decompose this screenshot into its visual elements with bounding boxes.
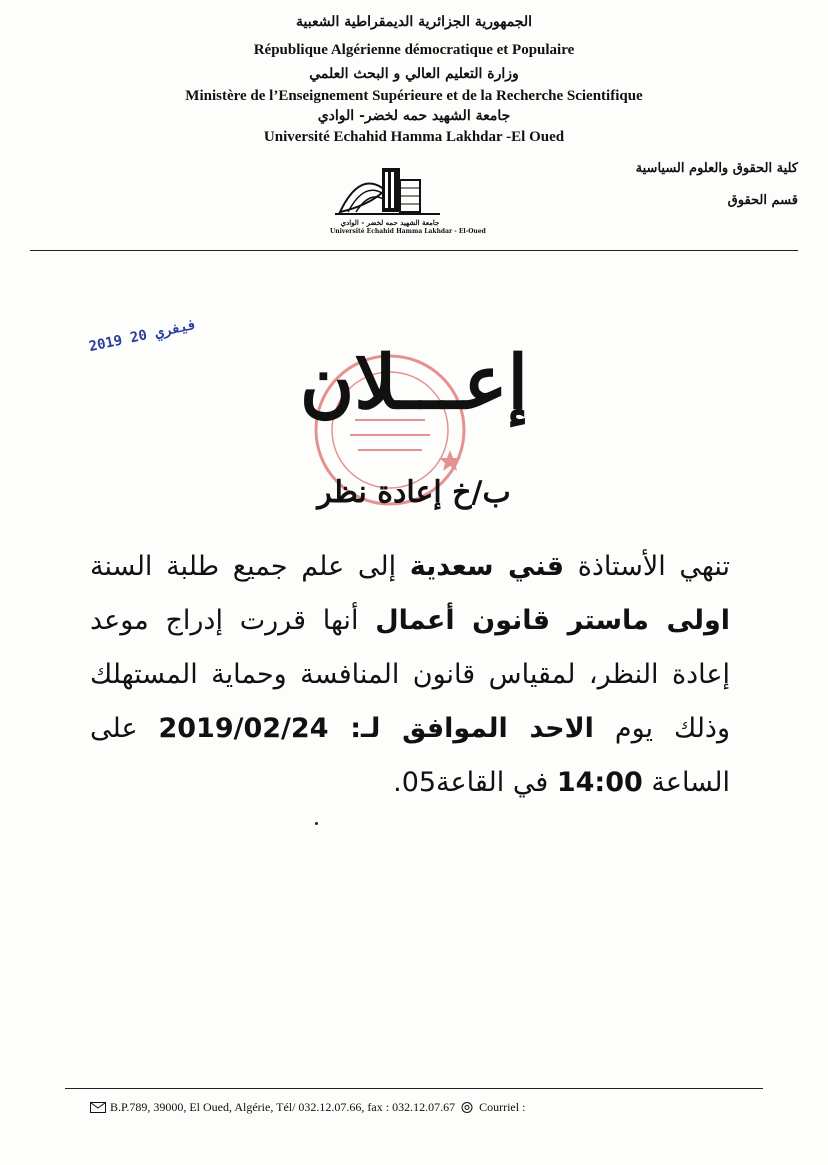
university-logo-icon — [330, 150, 450, 220]
logo-name-arabic: جامعة الشهيد حمه لخضر - الوادي — [340, 218, 440, 227]
date-stamp: 2019 فيفري 20 — [87, 316, 199, 356]
university-arabic: جامعة الشهيد حمه لخضر- الوادي — [317, 108, 511, 124]
exam-day: الاحد الموافق لـ: 2019/02/24 — [158, 713, 594, 744]
body-part-5: في القاعة05. — [393, 767, 557, 798]
email-icon — [459, 1102, 475, 1113]
teacher-name: قني سعدية — [409, 551, 565, 582]
republic-french: République Algérienne démocratique et Populaire — [253, 42, 575, 58]
announcement-subtitle: ب/خ إعادة نظر — [317, 475, 511, 510]
header-divider — [30, 250, 798, 251]
republic-arabic: الجمهورية الجزائرية الديمقراطية الشعبية — [295, 14, 532, 30]
ministry-french: Ministère de l’Enseignement Supérieure et de la Recherche Scientifique — [185, 88, 643, 104]
study-year: اولى ماستر قانون أعمال — [375, 605, 730, 636]
logo-name-french: Université Echahid Hamma Lakhdar - El-Oued — [330, 228, 486, 235]
body-part-2: إلى علم جميع طلبة السنة — [90, 551, 410, 582]
exam-time: 14:00 — [556, 767, 643, 798]
faculty-name: كلية الحقوق والعلوم السياسية — [635, 161, 798, 176]
announcement-body — [90, 540, 730, 810]
department-name: قسم الحقوق — [727, 193, 798, 208]
university-french: Université Echahid Hamma Lakhdar -El Oued — [263, 129, 565, 145]
body-part-1: تنهي الأستاذة — [564, 551, 731, 582]
body-part-4: على الساعة — [90, 713, 730, 798]
body-part-3: أنها قررت إدراج موعد إعادة النظر، لمقياس قانون المنافسة وحماية المستهلك وذلك يوم — [90, 605, 730, 744]
envelope-icon — [90, 1102, 106, 1113]
announcement-title: إعـــلان — [299, 340, 529, 426]
university-logo — [330, 150, 486, 242]
footer-email-label: Courriel : — [479, 1100, 526, 1114]
ministry-arabic: وزارة التعليم العالي و البحث العلمي — [309, 66, 519, 82]
footer-address: B.P.789, 39000, El Oued, Algérie, Tél/ 032.12.07.66, fax : 032.12.07.67 — [110, 1100, 456, 1114]
footer-divider — [65, 1088, 763, 1089]
footer — [90, 1100, 525, 1115]
stray-dot — [315, 822, 318, 825]
